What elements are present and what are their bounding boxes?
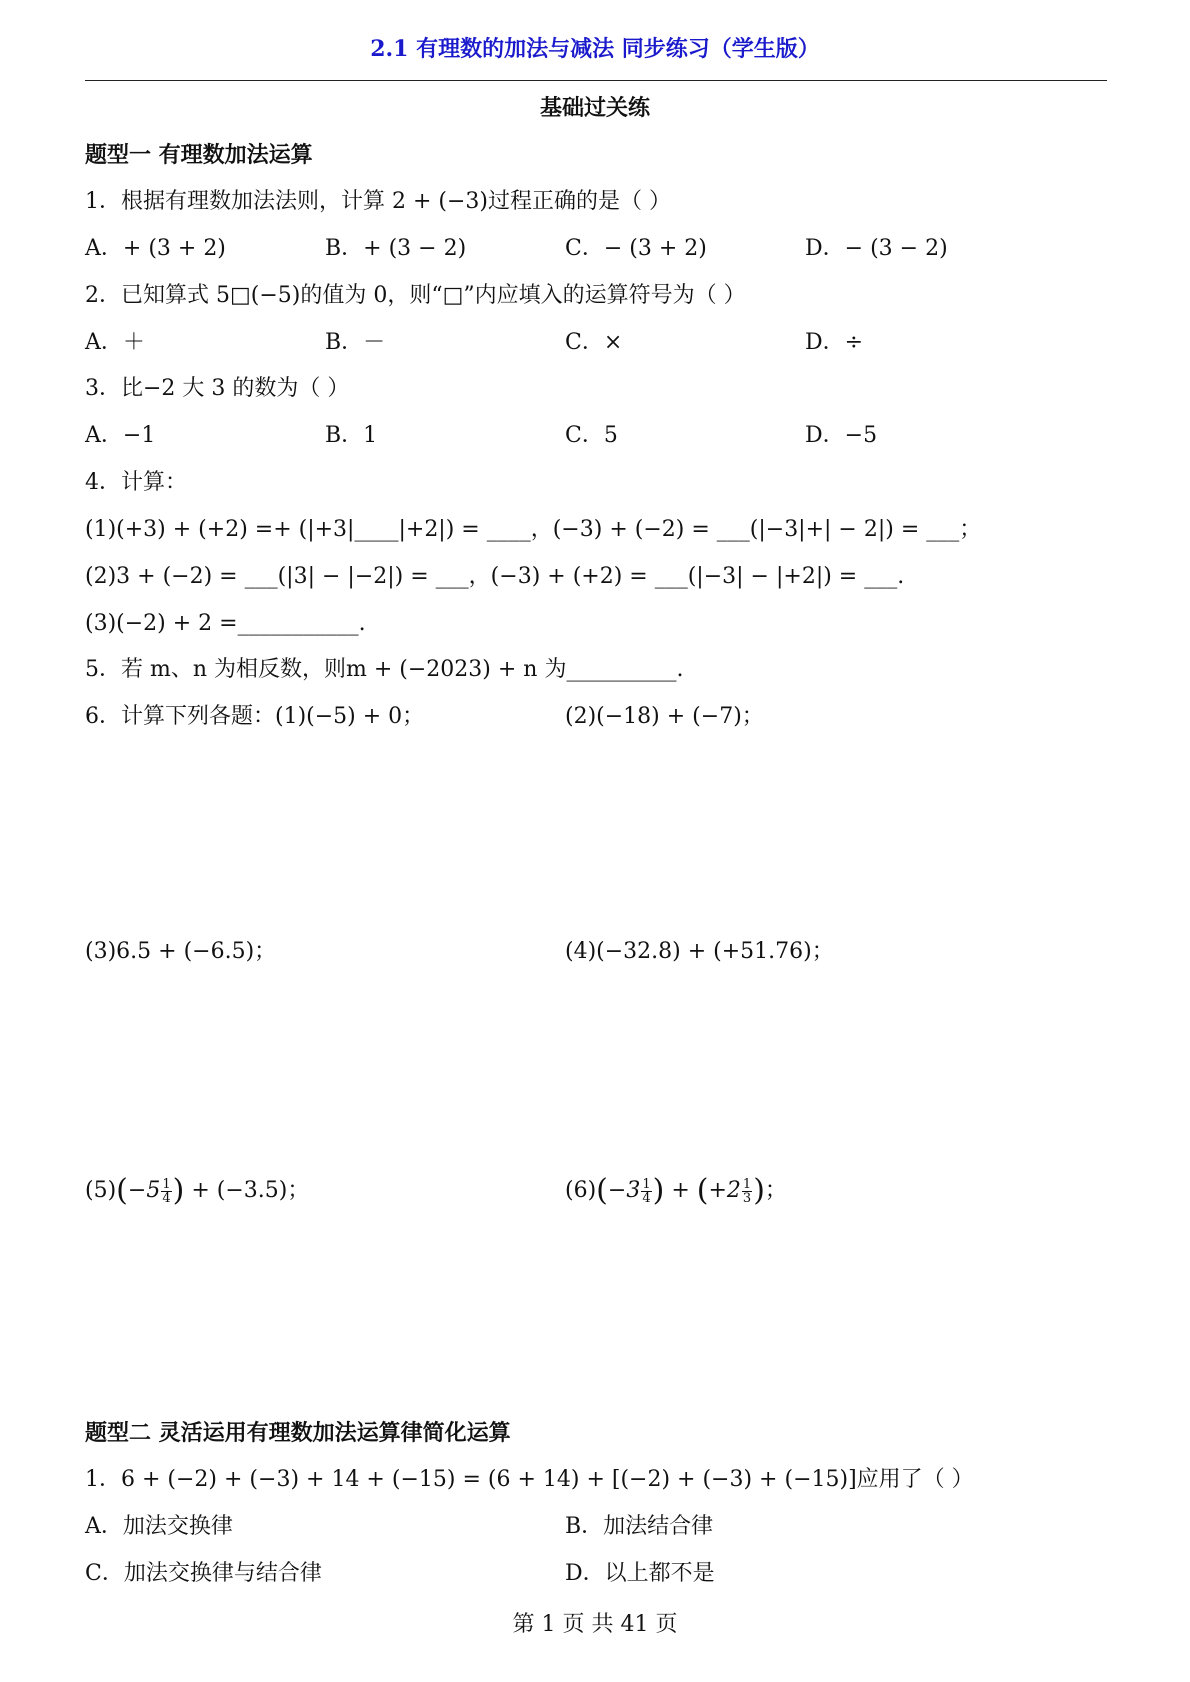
q1-option-b: B．+ (3 − 2) [325,236,467,261]
q6-p5-whole: −5 [127,1178,161,1203]
q6-p6-label: (6) [565,1178,597,1203]
header-divider [85,80,1107,81]
q2-option-b: B．－ [325,330,386,355]
part2-q1-option-a: A．加法交换律 [85,1514,233,1539]
q3-option-b: B．1 [325,423,378,448]
q6-p5-label: (5) [85,1178,117,1203]
question-3-text: 3．比−2 大 3 的数为（ ） [85,376,350,401]
q6-part-5 [85,1173,310,1208]
q4-line-3: (3)(−2) + 2 =___________. [85,611,366,636]
q2-option-c: C．× [565,330,623,355]
part1-heading: 题型一 有理数加法运算 [85,142,313,168]
q4-line-2: (2)3 + (−2) = ___(|3| − |−2|) = ___，(−3) + (+2) = ___(|−3| − |+2|) = ___. [85,564,905,589]
paren-open: ( [696,1173,709,1208]
q6-part-2: (2)(−18) + (−7)； [565,704,764,729]
q6-part-3: (3)6.5 + (−6.5)； [85,939,277,964]
paren-close: ) [753,1173,765,1208]
part2-heading: 题型二 灵活运用有理数加法运算律简化运算 [85,1420,511,1446]
paren-close: ) [172,1173,185,1208]
q3-option-d: D．−5 [805,423,878,448]
q6-p5-numerator: 1 [162,1176,171,1192]
q6-p5-rest: + (−3.5)； [191,1178,310,1203]
q6-p6-whole-a: −3 [607,1178,641,1203]
q6-p5-denominator: 4 [162,1190,171,1206]
section-heading: 基础过关练 [539,95,650,121]
q6-p6-end: ； [764,1178,787,1203]
q6-p6-whole-b: +2 [708,1178,741,1203]
q6-part-4: (4)(−32.8) + (+51.76)； [565,939,834,964]
paren-open: ( [596,1173,608,1208]
part2-question-1-text: 1．6 + (−2) + (−3) + 14 + (−15) = (6 + 14) + [(−2) + (−3) + (−15)]应用了（ ） [85,1467,974,1492]
part2-q1-option-b: B．加法结合律 [565,1514,714,1539]
paren-open: ( [116,1173,128,1208]
question-6-text: 6．计算下列各题：(1)(−5) + 0； [85,704,425,729]
part2-q1-option-d: D．以上都不是 [565,1561,715,1586]
q1-option-c: C．− (3 + 2) [565,236,707,261]
q3-option-c: C．5 [565,423,618,448]
question-1-text: 1．根据有理数加法法则，计算 2 + (−3)过程正确的是（ ） [85,189,671,214]
question-4-text: 4．计算： [85,470,187,495]
document-title: 2.1 有理数的加法与减法 同步练习（学生版） [370,36,820,62]
q1-option-a: A．+ (3 + 2) [85,236,226,261]
q6-p6-b-numerator: 1 [742,1176,752,1192]
q4-line-1: (1)(+3) + (+2) =+ (|+3|____|+2|) = ____，(−3) + (−2) = ___(|−3|+| − 2|) = ___； [85,517,982,542]
q6-p6-fraction-b [742,1178,752,1205]
question-5-text: 5．若 m、n 为相反数，则m + (−2023) + n 为__________. [85,657,684,682]
q6-p6-a-numerator: 1 [642,1176,651,1192]
paren-close: ) [652,1173,665,1208]
q2-option-a: A．＋ [85,330,145,355]
q2-option-d: D．÷ [805,330,864,355]
q6-p6-fraction-a [641,1178,651,1205]
q6-p6-plus: + [671,1178,690,1203]
q6-p5-fraction [161,1178,171,1205]
part2-q1-option-c: C．加法交换律与结合律 [85,1561,322,1586]
q6-p6-b-denominator: 3 [742,1190,752,1206]
q6-p6-a-denominator: 4 [642,1190,651,1206]
q3-option-a: A．−1 [85,423,156,448]
q1-option-d: D．− (3 − 2) [805,236,948,261]
page-footer: 第 1 页 共 41 页 [512,1612,678,1637]
question-2-text: 2．已知算式 5□(−5)的值为 0，则“□”内应填入的运算符号为（ ） [85,283,746,308]
q6-part-6 [565,1173,787,1208]
